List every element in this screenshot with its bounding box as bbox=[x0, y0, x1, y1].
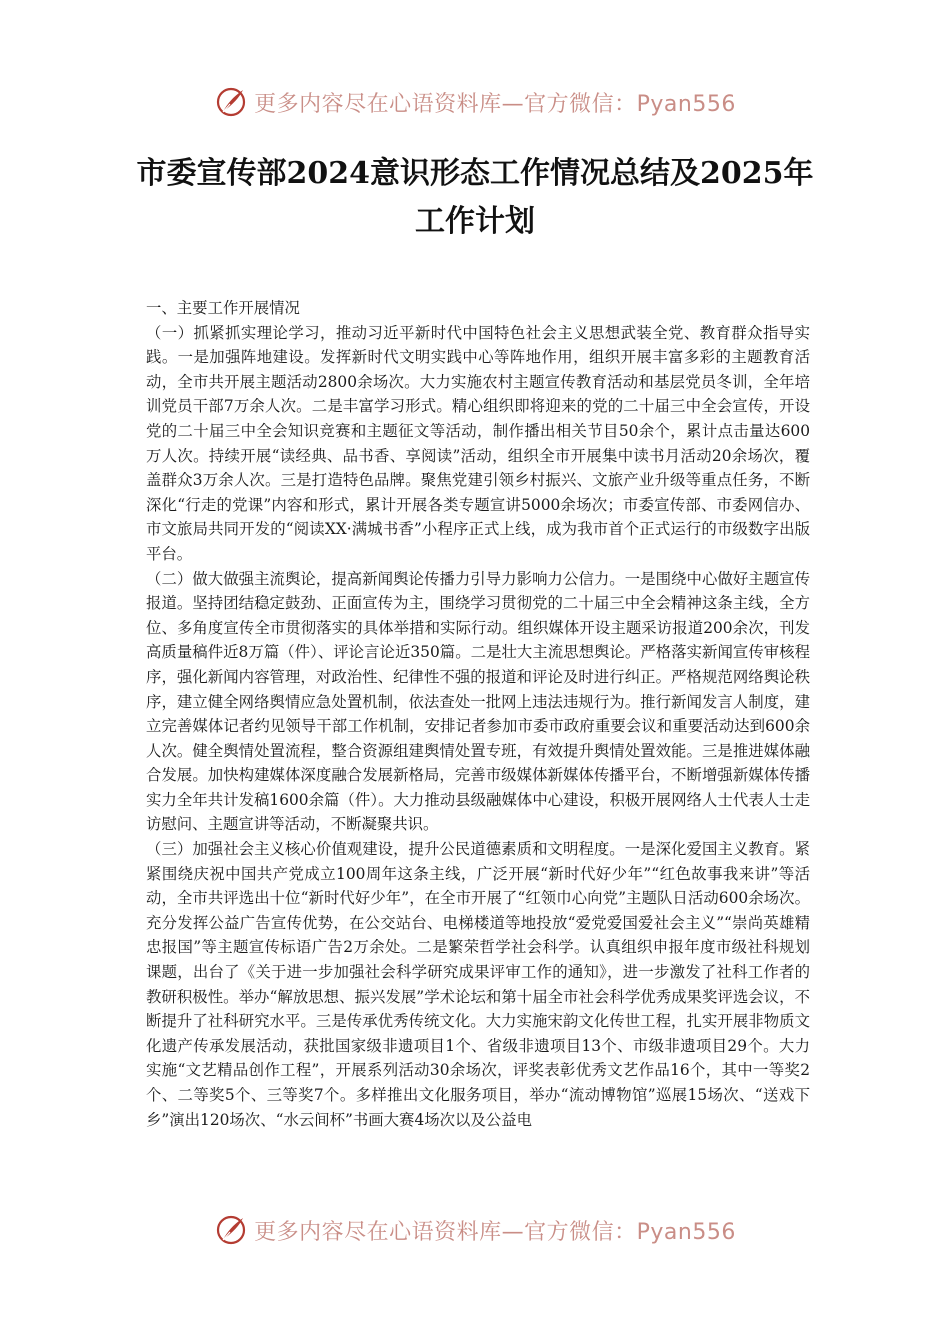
watermark-text-bottom: 更多内容尽在心语资料库—官方微信：Pyan556 bbox=[254, 1219, 736, 1245]
title-line-1: 市委宣传部2024意识形态工作情况总结及2025年 bbox=[136, 156, 814, 191]
quill-logo-icon bbox=[214, 85, 248, 119]
title-line-2: 工作计划 bbox=[415, 204, 535, 239]
paragraph-1: （一）抓紧抓实理论学习，推动习近平新时代中国特色社会主义思想武装全党、教育群众指导实践。一是加强阵地建设。发挥新时代文明实践中心等阵地作用，组织开展丰富多彩的主题教育活动，全市共开展主题活动2800余场次。大力实施农村主题宣传教育活动和基层党员冬训，全年培训党员干部7万余人次。二是丰富学习形式。精心组织即将迎来的党的二十届三中全会宣传，开设党的二十届三中全会知识竞赛和主题征文等活动，制作播出相关节目50余个，累计点击量达600万人次。持续开展“读经典、品书香、享阅读”活动，组织全市开展集中读书月活动20余场次，覆盖群众3万余人次。三是打造特色品牌。聚焦党建引领乡村振兴、文旅产业升级等重点任务，不断深化“行走的党课”内容和形式，累计开展各类专题宣讲5000余场次；市委宣传部、市委网信办、市文旅局共同开发的“阅读XX·满城书香”小程序正式上线，成为我市首个正式运行的市级数字出版平台。 bbox=[146, 323, 810, 563]
section-heading: 一、主要工作开展情况 bbox=[146, 299, 300, 317]
document-body bbox=[146, 296, 810, 1132]
quill-logo-icon bbox=[214, 1213, 248, 1247]
watermark-text-top: 更多内容尽在心语资料库—官方微信：Pyan556 bbox=[254, 91, 736, 117]
paragraph-2: （二）做大做强主流舆论，提高新闻舆论传播力引导力影响力公信力。一是围绕中心做好主题宣传报道。坚持团结稳定鼓劲、正面宣传为主，围绕学习贯彻党的二十届三中全会精神这条主线，全方位、多角度宣传全市贯彻落实的具体举措和实际行动。组织媒体开设主题采访报道200余次，刊发高质量稿件近8万篇（件）、评论言论近350篇。二是壮大主流思想舆论。严格落实新闻宣传审核程序，强化新闻内容管理，对政治性、纪律性不强的报道和评论及时进行纠正。严格规范网络舆论秩序，建立健全网络舆情应急处置机制，依法查处一批网上违法违规行为。推行新闻发言人制度，建立完善媒体记者约见领导干部工作机制，安排记者参加市委市政府重要会议和重要活动达到600余人次。健全舆情处置流程，整合资源组建舆情处置专班，有效提升舆情处置效能。三是推进媒体融合发展。加快构建媒体深度融合发展新格局，完善市级媒体新媒体传播平台，不断增强新媒体传播实力全年共计发稿1600余篇（件）。大力推动县级融媒体中心建设，积极开展网络人士代表人士走访慰问、主题宣讲等活动，不断凝聚共识。 bbox=[146, 569, 810, 834]
paragraph-3: （三）加强社会主义核心价值观建设，提升公民道德素质和文明程度。一是深化爱国主义教育。紧紧围绕庆祝中国共产党成立100周年这条主线，广泛开展“新时代好少年”“红色故事我来讲”等活动，全市共评选出十位“新时代好少年”，在全市开展了“红领巾心向党”主题队日活动600余场次。充分发挥公益广告宣传优势，在公交站台、电梯楼道等地投放“爱党爱国爱社会主义”“崇尚英雄精忠报国”等主题宣传标语广告2万余处。二是繁荣哲学社会科学。认真组织申报年度市级社科规划课题，出台了《关于进一步加强社会科学研究成果评审工作的通知》，进一步激发了社科工作者的教研积极性。举办“解放思想、振兴发展”学术论坛和第十届全市社会科学优秀成果奖评选会议，不断提升了社科研究水平。三是传承优秀传统文化。大力实施宋韵文化传世工程，扎实开展非物质文化遗产传承发展活动，获批国家级非遗项目1个、省级非遗项目13个、市级非遗项目29个。大力实施“文艺精品创作工程”，开展系列活动30余场次，评奖表彰优秀文艺作品16个，其中一等奖2个、二等奖5个、三等奖7个。多样推出文化服务项目，举办“流动博物馆”巡展15场次、“送戏下乡”演出120场次、“水云间杯”书画大赛4场次以及公益电 bbox=[146, 840, 810, 1129]
watermark-banner-bottom bbox=[0, 1210, 950, 1250]
watermark-banner-top bbox=[0, 82, 950, 122]
document-title bbox=[120, 150, 830, 246]
